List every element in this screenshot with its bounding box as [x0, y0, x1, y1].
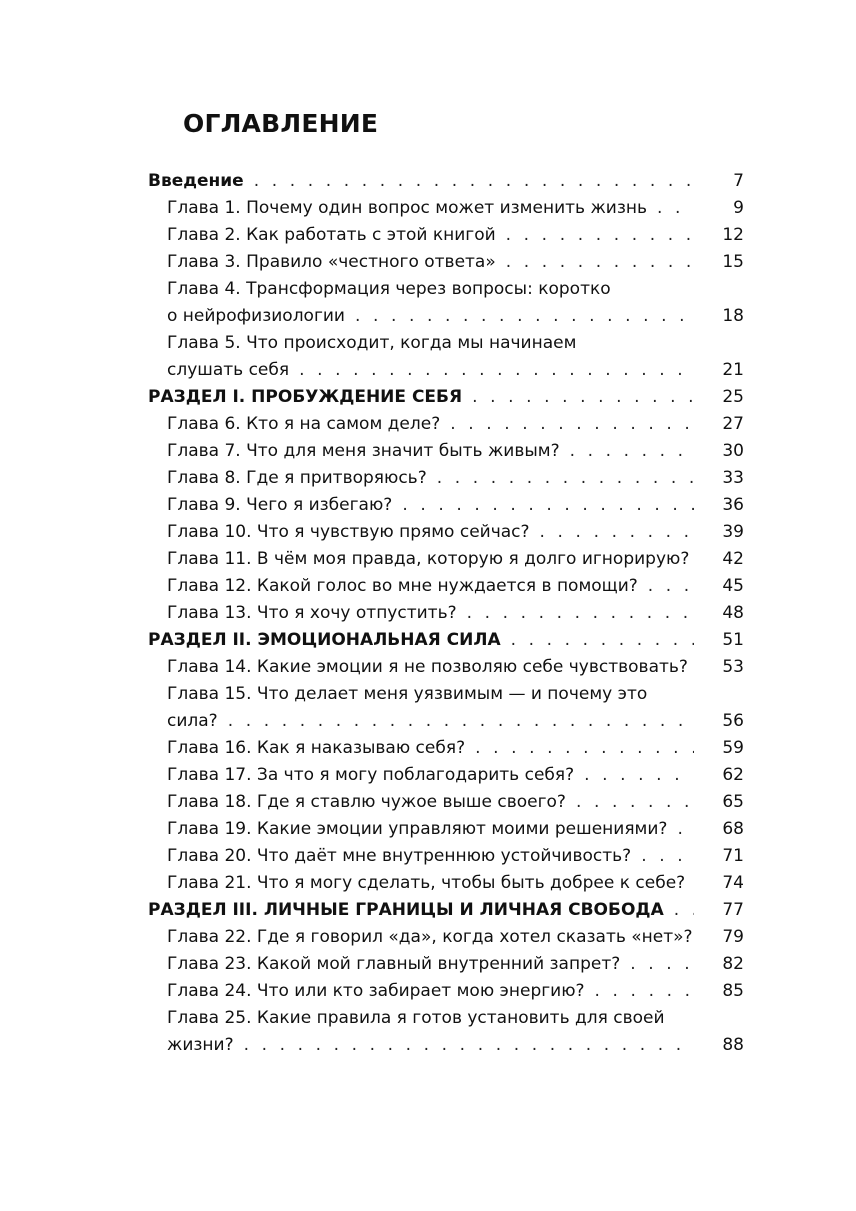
entry-row	[148, 627, 744, 654]
dot-leader	[630, 951, 694, 978]
entry-title: Глава 7. Что для меня значит быть живым?	[167, 441, 560, 461]
entry-title: РАЗДЕЛ III. ЛИЧНЫЕ ГРАНИЦЫ И ЛИЧНАЯ СВОБОДА	[148, 900, 664, 920]
entry-title: Глава 24. Что или кто забирает мою энергию?	[167, 981, 585, 1001]
entry-title-line: Глава 15. Что делает меня уязвимым — и почему это	[167, 684, 648, 704]
toc-chapter-entry	[148, 1005, 744, 1059]
dot-leader	[437, 465, 694, 492]
toc-section-entry	[148, 168, 744, 195]
page-number: 65	[722, 792, 744, 812]
entry-title: Глава 19. Какие эмоции управляют моими решениями?	[167, 819, 668, 839]
toc-chapter-entry	[148, 843, 744, 870]
page-number: 36	[722, 495, 744, 515]
page-number: 18	[722, 306, 744, 326]
dot-leader	[570, 438, 694, 465]
page-number: 45	[722, 576, 744, 596]
dot-leader	[299, 357, 694, 384]
page-number: 42	[722, 549, 744, 569]
toc-chapter-entry	[148, 330, 744, 384]
entry-row	[167, 654, 744, 681]
toc-chapter-entry	[148, 438, 744, 465]
toc-section-entry	[148, 627, 744, 654]
dot-leader	[355, 303, 694, 330]
toc-chapter-entry	[148, 492, 744, 519]
entry-title: сила?	[167, 711, 218, 731]
toc-chapter-entry	[148, 816, 744, 843]
page-number: 85	[722, 981, 744, 1001]
page-number: 68	[722, 819, 744, 839]
toc-section-entry	[148, 897, 744, 924]
entry-row	[167, 789, 744, 816]
page-number: 48	[722, 603, 744, 623]
toc-chapter-entry	[148, 762, 744, 789]
entry-title: Глава 13. Что я хочу отпустить?	[167, 603, 457, 623]
entry-title-line: Глава 5. Что происходит, когда мы начинаем	[167, 333, 577, 353]
page-number: 79	[722, 927, 744, 947]
dot-leader	[595, 978, 694, 1005]
entry-row	[167, 465, 744, 492]
dot-leader	[584, 762, 694, 789]
dot-leader	[576, 789, 694, 816]
entry-row	[167, 438, 744, 465]
entry-title: Глава 22. Где я говорил «да», когда хотел сказать «нет»?	[167, 927, 693, 947]
page-number: 9	[733, 198, 744, 218]
entry-title: Глава 16. Как я наказываю себя?	[167, 738, 466, 758]
page-number: 33	[722, 468, 744, 488]
entry-title: Глава 20. Что даёт мне внутреннюю устойчивость?	[167, 846, 632, 866]
page-number: 71	[722, 846, 744, 866]
entry-row	[167, 546, 744, 573]
entry-title: Глава 10. Что я чувствую прямо сейчас?	[167, 522, 530, 542]
page-number: 7	[733, 171, 744, 191]
page-number: 82	[722, 954, 744, 974]
entry-row	[167, 573, 744, 600]
toc-chapter-entry	[148, 978, 744, 1005]
entry-title: Глава 2. Как работать с этой книгой	[167, 225, 496, 245]
toc-chapter-entry	[148, 789, 744, 816]
dot-leader	[540, 519, 694, 546]
toc-section-entry	[148, 384, 744, 411]
entry-title: жизни?	[167, 1035, 234, 1055]
page-number: 77	[722, 900, 744, 920]
toc-chapter-entry	[148, 465, 744, 492]
page-number: 30	[722, 441, 744, 461]
entry-row	[167, 600, 744, 627]
toc-chapter-entry	[148, 681, 744, 735]
toc-chapter-entry	[148, 222, 744, 249]
entry-title: Глава 21. Что я могу сделать, чтобы быть добрее к себе?	[167, 873, 686, 893]
entry-row	[167, 249, 744, 276]
entry-row	[167, 951, 744, 978]
entry-row	[167, 357, 744, 384]
entry-row	[167, 519, 744, 546]
page-number: 21	[722, 360, 744, 380]
page-number: 56	[722, 711, 744, 731]
dot-leader	[648, 573, 694, 600]
entry-row	[167, 195, 744, 222]
table-of-contents	[148, 168, 744, 1059]
dot-leader	[450, 411, 694, 438]
toc-chapter-entry	[148, 546, 744, 573]
entry-title: РАЗДЕЛ I. ПРОБУЖДЕНИЕ СЕБЯ	[148, 387, 463, 407]
toc-chapter-entry	[148, 249, 744, 276]
dot-leader	[641, 843, 694, 870]
entry-title: о нейрофизиологии	[167, 306, 345, 326]
entry-row	[167, 870, 744, 897]
dot-leader	[402, 492, 694, 519]
page-number: 88	[722, 1035, 744, 1055]
entry-title: Глава 11. В чём моя правда, которую я долго игнорирую?	[167, 549, 690, 569]
page-number: 51	[722, 630, 744, 650]
dot-leader	[472, 384, 694, 411]
entry-row	[167, 816, 744, 843]
entry-row	[167, 222, 744, 249]
entry-row	[148, 897, 744, 924]
entry-title: Глава 8. Где я притворяюсь?	[167, 468, 427, 488]
toc-chapter-entry	[148, 654, 744, 681]
page-title: ОГЛАВЛЕНИЕ	[183, 109, 379, 138]
dot-leader	[511, 627, 694, 654]
page-number: 27	[722, 414, 744, 434]
page-number: 53	[722, 657, 744, 677]
entry-row	[148, 384, 744, 411]
dot-leader	[254, 168, 694, 195]
entry-title: РАЗДЕЛ II. ЭМОЦИОНАЛЬНАЯ СИЛА	[148, 630, 501, 650]
toc-chapter-entry	[148, 573, 744, 600]
entry-row	[167, 762, 744, 789]
entry-title: Глава 9. Чего я избегаю?	[167, 495, 393, 515]
dot-leader	[677, 816, 694, 843]
toc-chapter-entry	[148, 870, 744, 897]
dot-leader	[475, 735, 694, 762]
toc-chapter-entry	[148, 924, 744, 951]
dot-leader	[244, 1032, 694, 1059]
page-number: 39	[722, 522, 744, 542]
dot-leader	[506, 249, 694, 276]
entry-title: Глава 1. Почему один вопрос может изменить жизнь	[167, 198, 647, 218]
entry-row	[148, 168, 744, 195]
entry-title: Глава 18. Где я ставлю чужое выше своего?	[167, 792, 566, 812]
entry-title-line: Глава 25. Какие правила я готов установить для своей	[167, 1008, 665, 1028]
page-number: 12	[722, 225, 744, 245]
entry-title: Глава 6. Кто я на самом деле?	[167, 414, 441, 434]
entry-title: Глава 3. Правило «честного ответа»	[167, 252, 496, 272]
entry-row	[167, 492, 744, 519]
entry-title: Введение	[148, 171, 244, 191]
dot-leader	[228, 708, 694, 735]
entry-title: Глава 14. Какие эмоции я не позволяю себе чувствовать?	[167, 657, 688, 677]
entry-row	[167, 978, 744, 1005]
entry-row	[167, 1032, 744, 1059]
dot-leader	[467, 600, 694, 627]
entry-row	[167, 735, 744, 762]
toc-chapter-entry	[148, 276, 744, 330]
toc-chapter-entry	[148, 411, 744, 438]
toc-chapter-entry	[148, 519, 744, 546]
entry-title-line: Глава 4. Трансформация через вопросы: коротко	[167, 279, 611, 299]
dot-leader	[506, 222, 694, 249]
entry-row	[167, 708, 744, 735]
dot-leader	[657, 195, 694, 222]
page-number: 59	[722, 738, 744, 758]
entry-row	[167, 303, 744, 330]
toc-chapter-entry	[148, 951, 744, 978]
entry-title: Глава 12. Какой голос во мне нуждается в помощи?	[167, 576, 638, 596]
entry-title: Глава 17. За что я могу поблагодарить себя?	[167, 765, 575, 785]
page-number: 15	[722, 252, 744, 272]
toc-chapter-entry	[148, 195, 744, 222]
dot-leader	[674, 897, 694, 924]
toc-chapter-entry	[148, 735, 744, 762]
page-number: 62	[722, 765, 744, 785]
entry-title: слушать себя	[167, 360, 290, 380]
entry-row	[167, 411, 744, 438]
toc-chapter-entry	[148, 600, 744, 627]
entry-row	[167, 924, 744, 951]
entry-row	[167, 843, 744, 870]
page-number: 74	[722, 873, 744, 893]
entry-title: Глава 23. Какой мой главный внутренний запрет?	[167, 954, 621, 974]
page-number: 25	[722, 387, 744, 407]
